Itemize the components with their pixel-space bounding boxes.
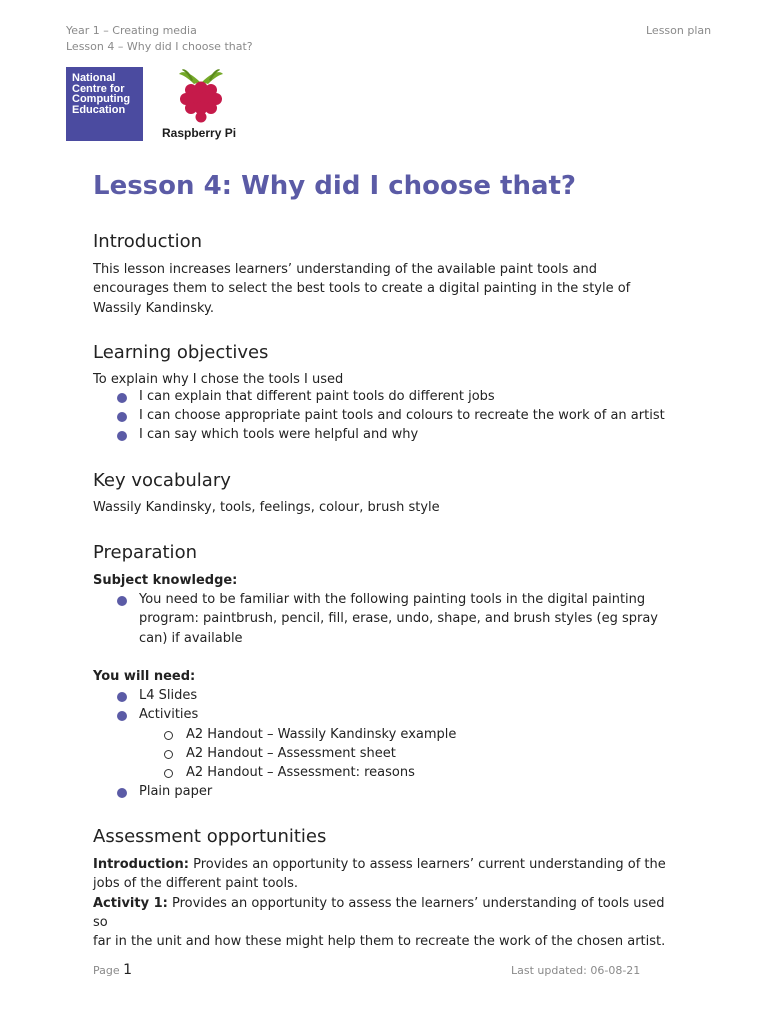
- subject-knowledge-line: You need to be familiar with the following painting tools in the digital painting: [139, 592, 646, 607]
- subject-knowledge-label-text: Subject knowledge:: [93, 573, 238, 588]
- objective-item: I can say which tools were helpful and why: [139, 427, 419, 442]
- raspberry-pi-wordmark: Raspberry Pi: [162, 126, 237, 140]
- ncce-logo: [66, 67, 143, 141]
- subject-knowledge-text: [139, 590, 658, 648]
- ncce-logo-line: Centre for: [72, 82, 125, 95]
- introduction-line: encourages them to select the best tools to create a digital painting in the style of: [93, 281, 631, 297]
- need-sub-item: A2 Handout – Assessment sheet: [186, 746, 396, 761]
- ncce-logo-line: Computing: [72, 93, 131, 105]
- objectives-intro: To explain why I chose the tools I used: [93, 372, 344, 387]
- sub-bullet-icon: [164, 750, 173, 759]
- need-item: L4 Slides: [139, 688, 198, 703]
- you-will-need-label: [93, 667, 673, 686]
- objective-item: I can choose appropriate paint tools and colours to recreate the work of an artist: [139, 408, 665, 423]
- need-sub-item: A2 Handout – Assessment: reasons: [186, 765, 415, 780]
- need-item: Activities: [139, 707, 199, 722]
- assessment-text: [93, 855, 673, 951]
- need-item: Plain paper: [139, 784, 213, 799]
- subject-knowledge-line: program: paintbrush, pencil, fill, erase, undo, shape, and brush styles (eg spray: [139, 611, 659, 627]
- subject-knowledge-label: [93, 571, 673, 590]
- assessment-intro-label: Introduction:: [93, 857, 189, 872]
- vocabulary-text: Wassily Kandinsky, tools, feelings, colour, brush style: [93, 500, 440, 515]
- objective-item: I can explain that different paint tools do different jobs: [139, 389, 495, 404]
- objectives-heading: Learning objectives: [93, 342, 269, 363]
- last-updated: Last updated: 06-08-21: [511, 964, 641, 977]
- ncce-logo-line: National: [72, 72, 116, 84]
- introduction-heading: Introduction: [93, 231, 203, 252]
- page-number: [93, 962, 132, 978]
- preparation-heading: Preparation: [93, 542, 197, 563]
- need-sub-item: A2 Handout – Wassily Kandinsky example: [186, 727, 457, 742]
- sub-bullet-icon: [164, 731, 173, 740]
- bullet-icon: [117, 431, 127, 441]
- assessment-intro-line2: jobs of the different paint tools.: [93, 876, 299, 892]
- assessment-heading: Assessment opportunities: [93, 826, 327, 847]
- bullet-icon: [117, 711, 127, 721]
- header-course: Year 1 – Creating media: [66, 24, 197, 37]
- page-title: Lesson 4: Why did I choose that?: [93, 171, 577, 201]
- assessment-intro-text: Provides an opportunity to assess learners’ current understanding of the: [188, 857, 666, 872]
- page-label: Page: [93, 964, 120, 977]
- page-number-value: 1: [123, 962, 133, 978]
- header-lesson: Lesson 4 – Why did I choose that?: [66, 40, 253, 53]
- bullet-icon: [117, 412, 127, 422]
- bullet-icon: [117, 393, 127, 403]
- introduction-line: This lesson increases learners’ understanding of the available paint tools and: [93, 262, 598, 277]
- assessment-activity-line: [93, 894, 673, 933]
- bullet-icon: [117, 788, 127, 798]
- assessment-activity-line2: far in the unit and how these might help them to recreate the work of the chosen artist.: [93, 934, 666, 950]
- raspberry-pi-icon: [174, 66, 228, 124]
- header-doc-type: Lesson plan: [646, 24, 712, 37]
- you-will-need-label-text: You will need:: [93, 669, 196, 684]
- subject-knowledge-line: can) if available: [139, 630, 243, 646]
- introduction-text: [93, 260, 673, 318]
- sub-bullet-icon: [164, 769, 173, 778]
- assessment-activity-label: Activity 1:: [93, 895, 168, 911]
- assessment-intro-line: [93, 855, 673, 874]
- ncce-logo-line: Education: [72, 103, 126, 116]
- bullet-icon: [117, 692, 127, 702]
- assessment-activity-text: Provides an opportunity to assess the learners’ understanding of tools used so: [93, 895, 665, 930]
- introduction-line: Wassily Kandinsky.: [93, 300, 214, 316]
- bullet-icon: [117, 596, 127, 606]
- vocabulary-heading: Key vocabulary: [93, 470, 231, 491]
